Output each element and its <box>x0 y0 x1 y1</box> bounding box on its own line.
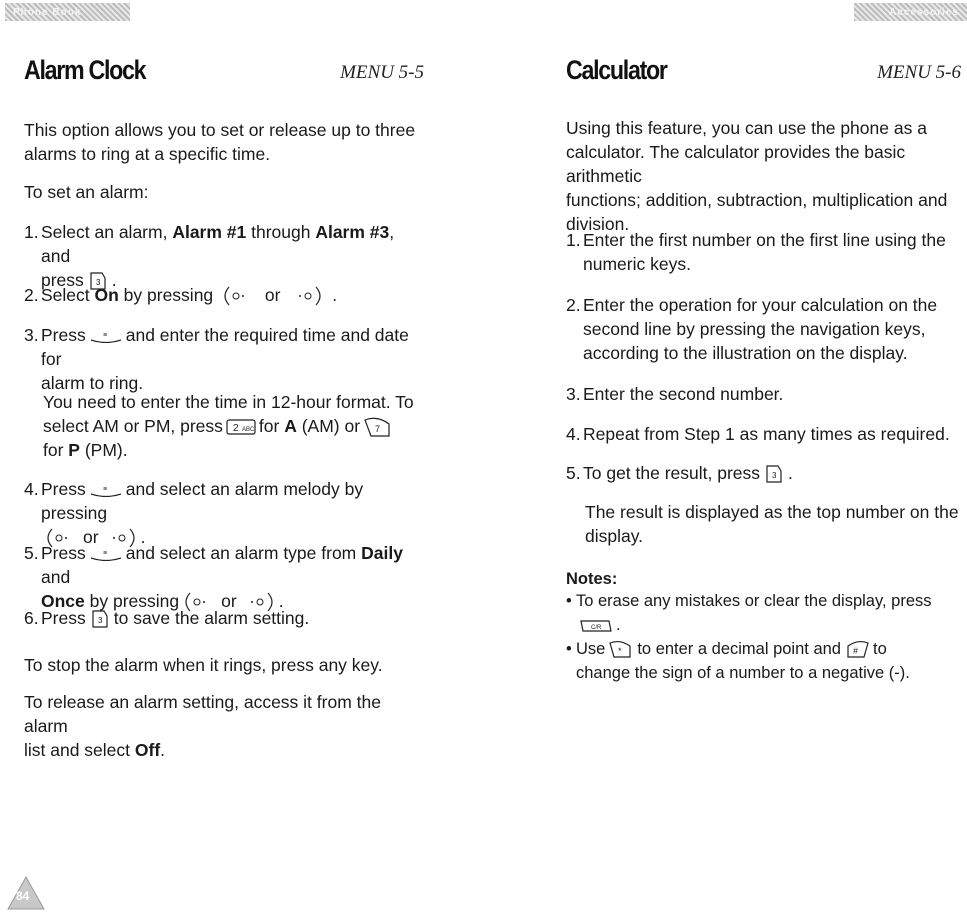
note-text: (PM). <box>79 440 128 461</box>
svg-text:2: 2 <box>232 423 239 435</box>
step-text: or <box>221 591 237 611</box>
menu-reference: MENU 5-6 <box>877 62 961 83</box>
note-text: display. <box>585 526 644 546</box>
hash-key-icon <box>844 640 870 660</box>
bullet: • <box>566 640 572 658</box>
step-text: Enter the second number. <box>583 384 784 404</box>
step-text: Press <box>41 543 86 563</box>
alarm-step-6 <box>24 606 424 630</box>
step-number: 3. <box>24 325 39 345</box>
alarm-step-5 <box>24 541 424 613</box>
step-text: Enter the first number on the first line using the <box>583 230 946 250</box>
step-number: 1. <box>24 222 39 242</box>
set-heading-text: To set an alarm: <box>24 182 149 202</box>
clear-key-icon <box>579 618 613 634</box>
calc-step-2 <box>566 293 961 365</box>
menu-key-icon <box>763 463 785 485</box>
soft-key-icon <box>89 329 123 343</box>
page-title: Calculator <box>566 55 667 85</box>
step-text: second line by pressing the navigation keys, <box>583 319 926 339</box>
svg-text:#: # <box>852 645 858 656</box>
note-text: Use <box>576 640 606 658</box>
page-number-badge <box>6 875 46 911</box>
intro-line: division. <box>566 214 630 234</box>
step-text: press <box>41 270 84 290</box>
note-text: . <box>616 616 621 634</box>
step-text: Press <box>41 479 86 499</box>
step-text: and select an alarm melody by pressing <box>41 479 364 523</box>
step-text: to save the alarm setting. <box>113 608 310 628</box>
calc-step-4 <box>566 422 961 446</box>
step-number: 6. <box>24 608 39 628</box>
alarm-1-label: Alarm #1 <box>172 222 247 242</box>
on-label: On <box>94 285 119 305</box>
intro-line: Using this feature, you can use the phone as a <box>566 118 927 138</box>
step-text: . <box>111 270 117 290</box>
notes-section <box>566 570 961 685</box>
step-text: by pressing <box>118 285 214 305</box>
step-number: 2. <box>566 295 581 315</box>
step-text: . <box>332 285 338 305</box>
section-tab-left <box>5 3 130 21</box>
note-text: to enter a decimal point and <box>637 640 841 658</box>
svg-text:ABC: ABC <box>241 427 255 434</box>
alarm-step-3 <box>24 323 424 395</box>
step-text: and enter the required time and date for <box>41 325 409 369</box>
step-text: . <box>140 527 146 547</box>
intro-line: alarms to ring at a specific time. <box>24 144 271 164</box>
release-alarm-paragraph <box>24 690 424 762</box>
step-text: Repeat from Step 1 as many times as required. <box>583 424 950 444</box>
nav-left-key-icon <box>221 285 257 307</box>
release-text: . <box>160 740 166 760</box>
step-text: and <box>41 567 71 587</box>
step-text: To get the result, press <box>583 463 761 483</box>
calc-step-5 <box>566 461 961 485</box>
calculator-intro <box>566 116 961 236</box>
note-text: to <box>872 640 887 658</box>
svg-text:*: * <box>618 645 622 656</box>
note-text: select AM or PM, press <box>43 416 223 436</box>
right-header <box>566 55 961 95</box>
notes-list <box>566 589 961 685</box>
note-text: You need to enter the time in 12-hour format. To <box>43 392 414 412</box>
step-number: 4. <box>566 424 581 444</box>
menu-reference: MENU 5-5 <box>340 62 424 83</box>
stop-alarm-paragraph <box>24 653 424 677</box>
once-label: Once <box>41 591 85 611</box>
step-text: Press <box>41 608 86 628</box>
note-text: for <box>43 440 69 461</box>
step-text: . <box>788 463 793 483</box>
svg-text:3: 3 <box>772 471 777 481</box>
step-text: or <box>264 285 281 305</box>
svg-text:3: 3 <box>97 616 103 626</box>
step-text: and select an alarm type from <box>125 543 362 563</box>
notes-title: Notes: <box>566 570 618 588</box>
left-header <box>24 55 424 95</box>
key-2-icon <box>226 419 256 435</box>
menu-key-icon <box>89 608 111 630</box>
page-number: 84 <box>16 889 30 903</box>
svg-text:7: 7 <box>375 424 381 435</box>
page-title: Alarm Clock <box>24 55 146 85</box>
calc-step-5-note <box>566 500 961 548</box>
section-tab-right-label: Accessories <box>889 6 959 18</box>
step-text: , and <box>41 222 395 266</box>
intro-paragraph <box>24 118 424 166</box>
nav-right-key-icon <box>288 285 324 307</box>
step-number: 4. <box>24 479 39 499</box>
step-number: 5. <box>24 543 39 563</box>
star-key-icon <box>608 640 634 660</box>
stop-text: To stop the alarm when it rings, press any key. <box>24 655 383 675</box>
step-text: through <box>246 222 316 242</box>
step-text: alarm to ring. <box>41 373 144 393</box>
section-tab-left-label: Phone Book <box>13 6 82 18</box>
step-text: Press <box>41 325 86 345</box>
soft-key-icon <box>89 547 123 561</box>
am-label: A <box>284 416 297 436</box>
step-text: Select an alarm, <box>41 222 173 242</box>
calc-step-3 <box>566 382 961 406</box>
svg-text:≡: ≡ <box>102 550 107 558</box>
intro-line: This option allows you to set or release up to three <box>24 120 416 140</box>
step-text: according to the illustration on the display. <box>583 343 908 363</box>
intro-line: calculator. The calculator provides the basic arithmetic <box>566 142 906 186</box>
daily-label: Daily <box>361 543 403 563</box>
step-text: or <box>83 527 99 547</box>
note-text: for <box>258 416 285 436</box>
pm-label: P <box>68 440 80 461</box>
alarm-step-2 <box>24 283 424 307</box>
intro-line: functions; addition, subtraction, multiplication and <box>566 190 948 210</box>
step-text: Enter the operation for your calculation on the <box>583 295 938 315</box>
release-text: To release an alarm setting, access it from the alarm <box>24 692 381 736</box>
alarm-step-1 <box>24 220 424 292</box>
note-text: change the sign of a number to a negative (-). <box>576 664 910 682</box>
step-text: numeric keys. <box>583 254 691 274</box>
step-text: . <box>278 591 284 611</box>
release-text: list and select <box>24 740 135 760</box>
note-text: The result is displayed as the top number on the <box>585 502 959 522</box>
step-text: Select <box>41 285 95 305</box>
off-label: Off <box>134 740 161 760</box>
key-7-icon <box>363 416 393 438</box>
step-number: 2. <box>24 285 39 305</box>
svg-text:C/R: C/R <box>591 624 602 631</box>
alarm-step-4 <box>24 477 424 549</box>
note-item <box>566 589 961 637</box>
calc-step-1 <box>566 228 961 276</box>
section-tab-right <box>854 3 967 21</box>
alarm-3-label: Alarm #3 <box>315 222 390 242</box>
svg-text:3: 3 <box>95 278 101 288</box>
bullet: • <box>566 592 572 610</box>
svg-text:≡: ≡ <box>102 332 107 340</box>
svg-text:≡: ≡ <box>102 486 107 494</box>
note-text: To erase any mistakes or clear the display, press <box>576 592 932 610</box>
step-number: 3. <box>566 384 581 404</box>
note-text: (AM) or <box>296 416 361 436</box>
step-text: by pressing <box>84 591 180 611</box>
note-item <box>566 637 961 685</box>
step-number: 1. <box>566 230 581 250</box>
soft-key-icon <box>89 483 123 497</box>
set-heading <box>24 180 424 204</box>
alarm-step-3-note <box>24 390 424 462</box>
step-number: 5. <box>566 463 581 483</box>
